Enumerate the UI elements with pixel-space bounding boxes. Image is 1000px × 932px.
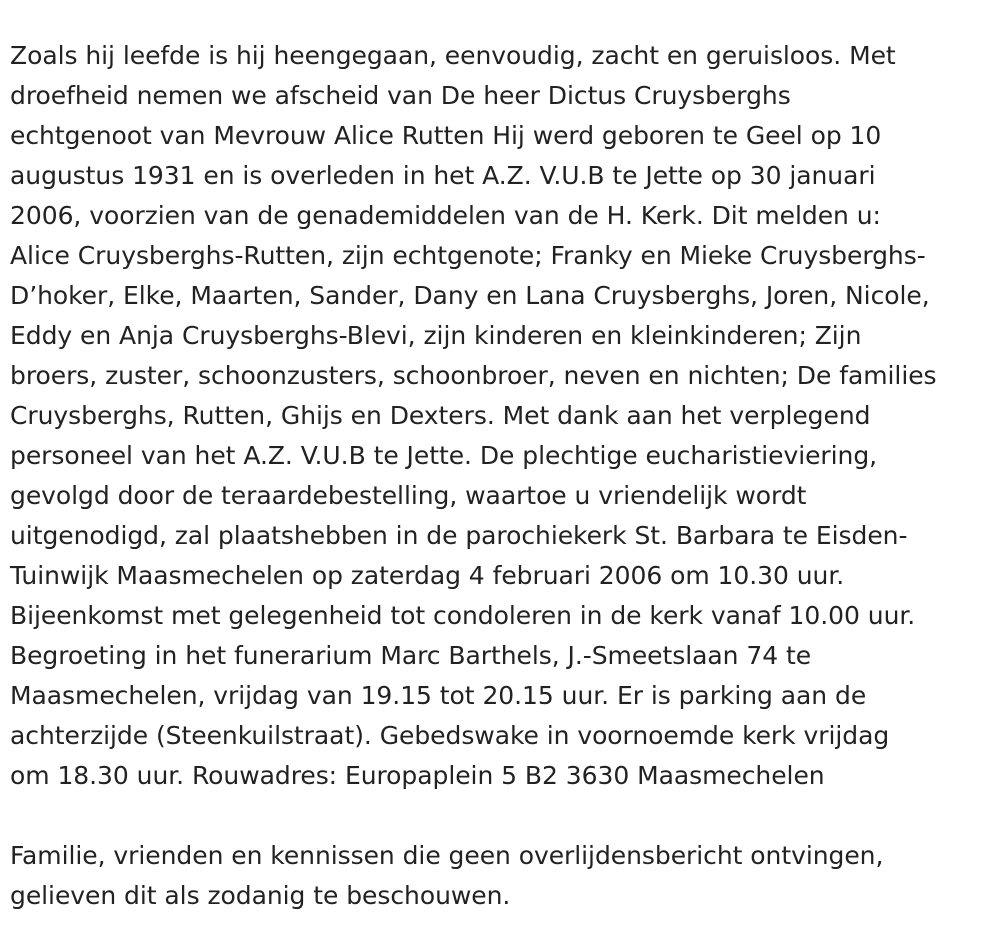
notice-line: broers, zuster, schoonzusters, schoonbroer, neven en nichten; De families [10,361,937,390]
notice-line: uitgenodigd, zal plaatshebben in de parochiekerk St. Barbara te Eisden- [10,521,908,550]
notice-line: augustus 1931 en is overleden in het A.Z. V.U.B te Jette op 30 januari [10,161,876,190]
notice-line: droefheid nemen we afscheid van De heer Dictus Cruysberghs [10,81,791,110]
notice-line: personeel van het A.Z. V.U.B te Jette. De plechtige eucharistieviering, [10,441,878,470]
closing-line: gelieven dit als zodanig te beschouwen. [10,881,511,910]
closing-line: Familie, vrienden en kennissen die geen overlijdensbericht ontvingen, [10,841,884,870]
notice-line: Eddy en Anja Cruysberghs-Blevi, zijn kinderen en kleinkinderen; Zijn [10,321,862,350]
notice-line: Bijeenkomst met gelegenheid tot condoleren in de kerk vanaf 10.00 uur. [10,601,916,630]
notice-line: echtgenoot van Mevrouw Alice Rutten Hij werd geboren te Geel op 10 [10,121,882,150]
notice-line: Maasmechelen, vrijdag van 19.15 tot 20.15 uur. Er is parking aan de [10,681,867,710]
notice-line: Begroeting in het funerarium Marc Barthels, J.-Smeetslaan 74 te [10,641,812,670]
notice-line: achterzijde (Steenkuilstraat). Gebedswake in voornoemde kerk vrijdag [10,721,890,750]
notice-line: Cruysberghs, Rutten, Ghijs en Dexters. Met dank aan het verplegend [10,401,871,430]
notice-main-paragraph [10,36,990,796]
notice-closing-paragraph [10,836,990,916]
notice-line: om 18.30 uur. Rouwadres: Europaplein 5 B2 3630 Maasmechelen [10,761,825,790]
notice-line: Alice Cruysberghs-Rutten, zijn echtgenote; Franky en Mieke Cruysberghs- [10,241,926,270]
paragraph-spacer [10,796,990,836]
notice-line: Tuinwijk Maasmechelen op zaterdag 4 februari 2006 om 10.30 uur. [10,561,845,590]
notice-line: 2006, voorzien van de genademiddelen van de H. Kerk. Dit melden u: [10,201,881,230]
notice-line: D’hoker, Elke, Maarten, Sander, Dany en Lana Cruysberghs, Joren, Nicole, [10,281,930,310]
notice-line: Zoals hij leefde is hij heengegaan, eenvoudig, zacht en geruisloos. Met [10,41,896,70]
notice-line: gevolgd door de teraardebestelling, waartoe u vriendelijk wordt [10,481,807,510]
